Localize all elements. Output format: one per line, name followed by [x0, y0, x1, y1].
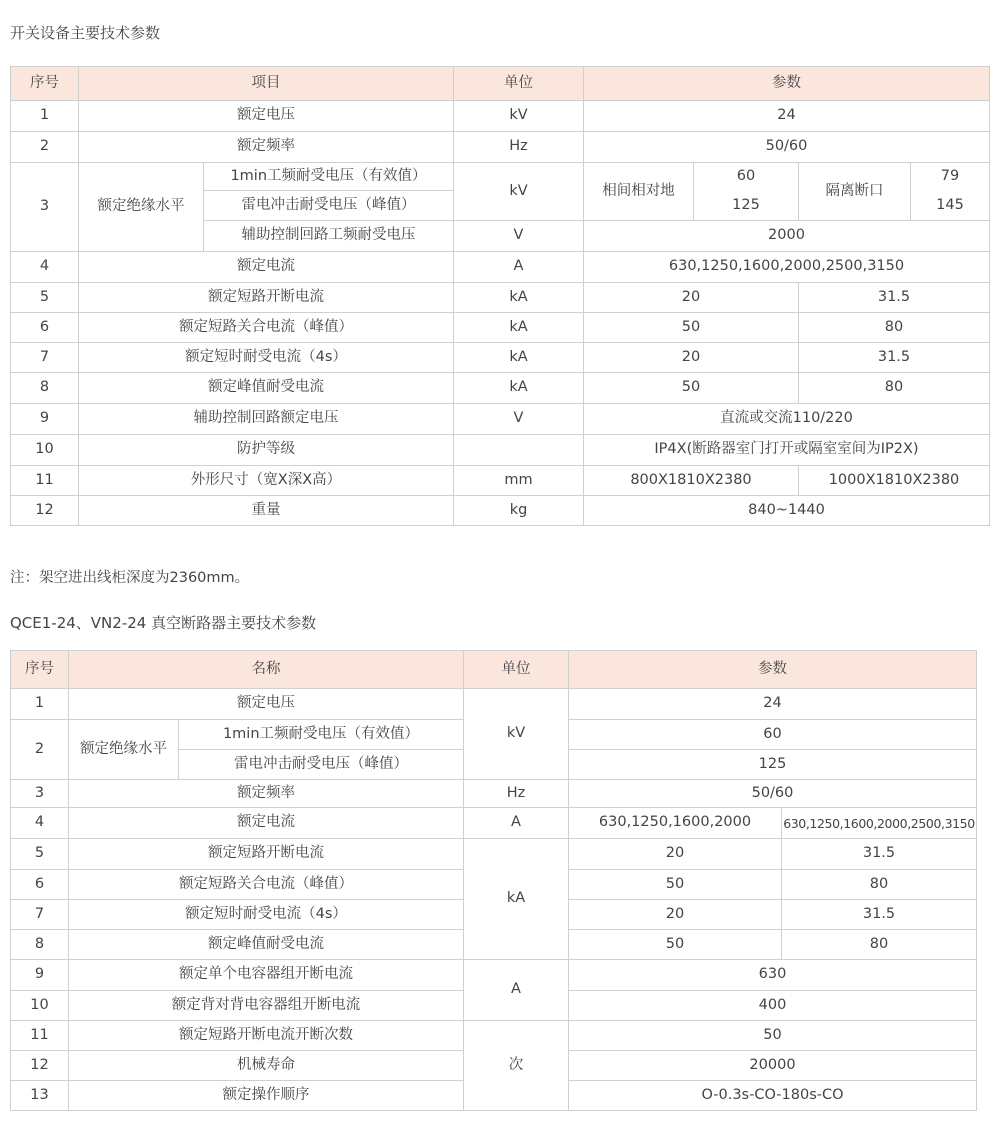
- row-item: 额定短路关合电流（峰值）: [69, 870, 464, 900]
- row-item: 额定电流: [79, 252, 454, 283]
- sub-item: 雷电冲击耐受电压（峰值）: [179, 750, 464, 780]
- sub-item: 辅助控制回路工频耐受电压: [204, 221, 454, 252]
- row-item: 额定峰值耐受电流: [69, 930, 464, 960]
- row-value: 20000: [569, 1051, 977, 1081]
- row-unit: A: [454, 252, 584, 283]
- row-value: 50: [569, 1021, 977, 1051]
- row-unit: V: [454, 221, 584, 252]
- header-unit: 单位: [454, 67, 584, 101]
- row-no: 3: [11, 780, 69, 808]
- table-row: [11, 313, 990, 343]
- row-item: 额定操作顺序: [69, 1081, 464, 1111]
- row-item: 额定电流: [69, 808, 464, 839]
- row-unit: kV: [454, 101, 584, 132]
- sub-item: 1min工频耐受电压（有效值）: [179, 720, 464, 750]
- table-row: [11, 132, 990, 163]
- row-no: 3: [11, 163, 79, 252]
- value-a: 50: [569, 930, 782, 960]
- value-a: 20: [569, 839, 782, 870]
- row-item: 防护等级: [79, 435, 454, 466]
- row-value: IP4X(断路器室门打开或隔室室间为IP2X): [584, 435, 990, 466]
- row-item: 额定电压: [69, 689, 464, 720]
- row-unit: kA: [464, 839, 569, 960]
- phase-to-earth-label: 相间相对地: [584, 163, 694, 221]
- row-value: 50/60: [569, 780, 977, 808]
- table-row: [11, 435, 990, 466]
- row-unit: mm: [454, 466, 584, 496]
- row-no: 8: [11, 373, 79, 404]
- row-value: 400: [569, 991, 977, 1021]
- phase-value-2: 125: [694, 191, 799, 221]
- iso-value-1: 79: [911, 163, 990, 191]
- insulation-group-label: 额定绝缘水平: [69, 720, 179, 780]
- row-item: 额定单个电容器组开断电流: [69, 960, 464, 991]
- row-unit: [454, 435, 584, 466]
- row-item: 额定短路关合电流（峰值）: [79, 313, 454, 343]
- value-a: 50: [569, 870, 782, 900]
- row-no: 11: [11, 466, 79, 496]
- table-row: [11, 163, 990, 191]
- row-item: 额定短路开断电流: [69, 839, 464, 870]
- table-row: [11, 283, 990, 313]
- row-value: 60: [569, 720, 977, 750]
- value-b: 31.5: [799, 283, 990, 313]
- table-row: [11, 466, 990, 496]
- table1-title: 开关设备主要技术参数: [10, 24, 161, 42]
- value-b: 80: [782, 870, 977, 900]
- row-item: 辅助控制回路额定电压: [79, 404, 454, 435]
- row-item: 机械寿命: [69, 1051, 464, 1081]
- table-row: [11, 689, 977, 720]
- table-row: [11, 960, 977, 991]
- header-no: 序号: [11, 651, 69, 689]
- table-row: [11, 343, 990, 373]
- row-item: 重量: [79, 496, 454, 526]
- header-item: 项目: [79, 67, 454, 101]
- row-unit: 次: [464, 1021, 569, 1111]
- value-b: 1000X1810X2380: [799, 466, 990, 496]
- switchgear-params-table: [10, 66, 990, 526]
- row-value: 2000: [584, 221, 990, 252]
- row-item: 额定短路开断电流开断次数: [69, 1021, 464, 1051]
- row-value: 630,1250,1600,2000,2500,3150: [584, 252, 990, 283]
- row-item: 额定短时耐受电流（4s）: [79, 343, 454, 373]
- row-no: 7: [11, 900, 69, 930]
- row-unit: kV: [454, 163, 584, 221]
- row-unit: kg: [454, 496, 584, 526]
- value-b: 80: [782, 930, 977, 960]
- table-row: [11, 839, 977, 870]
- row-unit: A: [464, 960, 569, 1021]
- row-unit: Hz: [464, 780, 569, 808]
- value-a: 20: [569, 900, 782, 930]
- insulation-group-label: 额定绝缘水平: [79, 163, 204, 252]
- row-value: 24: [569, 689, 977, 720]
- row-no: 7: [11, 343, 79, 373]
- value-b: 80: [799, 373, 990, 404]
- row-no: 5: [11, 283, 79, 313]
- row-no: 2: [11, 720, 69, 780]
- row-value: 24: [584, 101, 990, 132]
- row-item: 额定频率: [69, 780, 464, 808]
- row-unit: Hz: [454, 132, 584, 163]
- row-item: 额定峰值耐受电流: [79, 373, 454, 404]
- table-header: [11, 651, 977, 689]
- header-param: 参数: [569, 651, 977, 689]
- header-unit: 单位: [464, 651, 569, 689]
- header-item: 名称: [69, 651, 464, 689]
- table-row: [11, 780, 977, 808]
- row-value: O-0.3s-CO-180s-CO: [569, 1081, 977, 1111]
- row-unit: kA: [454, 343, 584, 373]
- row-no: 6: [11, 313, 79, 343]
- row-no: 9: [11, 404, 79, 435]
- table-header: [11, 67, 990, 101]
- value-a: 50: [584, 313, 799, 343]
- sub-item: 雷电冲击耐受电压（峰值）: [204, 191, 454, 221]
- row-no: 12: [11, 496, 79, 526]
- sub-item: 1min工频耐受电压（有效值）: [204, 163, 454, 191]
- header-param: 参数: [584, 67, 990, 101]
- value-b: 630,1250,1600,2000,2500,3150: [782, 808, 977, 839]
- table-row: [11, 373, 990, 404]
- table-row: [11, 496, 990, 526]
- value-a: 20: [584, 283, 799, 313]
- value-a: 800X1810X2380: [584, 466, 799, 496]
- row-value: 125: [569, 750, 977, 780]
- row-unit: kA: [454, 313, 584, 343]
- row-no: 4: [11, 252, 79, 283]
- row-no: 5: [11, 839, 69, 870]
- row-no: 13: [11, 1081, 69, 1111]
- table2-title: QCE1-24、VN2-24 真空断路器主要技术参数: [10, 614, 317, 632]
- row-no: 9: [11, 960, 69, 991]
- row-no: 10: [11, 435, 79, 466]
- table-row: [11, 252, 990, 283]
- row-no: 12: [11, 1051, 69, 1081]
- row-item: 额定背对背电容器组开断电流: [69, 991, 464, 1021]
- row-item: 额定短路开断电流: [79, 283, 454, 313]
- row-no: 1: [11, 101, 79, 132]
- row-value: 840~1440: [584, 496, 990, 526]
- row-no: 10: [11, 991, 69, 1021]
- row-value: 630: [569, 960, 977, 991]
- value-a: 20: [584, 343, 799, 373]
- row-unit: A: [464, 808, 569, 839]
- row-item: 额定电压: [79, 101, 454, 132]
- value-b: 31.5: [799, 343, 990, 373]
- row-value: 50/60: [584, 132, 990, 163]
- phase-value-1: 60: [694, 163, 799, 191]
- row-unit: kV: [464, 689, 569, 780]
- row-no: 1: [11, 689, 69, 720]
- row-value: 直流或交流110/220: [584, 404, 990, 435]
- table-row: [11, 404, 990, 435]
- row-item: 额定短时耐受电流（4s）: [69, 900, 464, 930]
- table-row: [11, 808, 977, 839]
- row-no: 8: [11, 930, 69, 960]
- row-item: 外形尺寸（宽X深X高）: [79, 466, 454, 496]
- row-unit: V: [454, 404, 584, 435]
- breaker-params-table: [10, 650, 977, 1111]
- value-a: 50: [584, 373, 799, 404]
- row-no: 6: [11, 870, 69, 900]
- row-no: 11: [11, 1021, 69, 1051]
- row-no: 2: [11, 132, 79, 163]
- table-row: [11, 1021, 977, 1051]
- value-b: 80: [799, 313, 990, 343]
- table-row: [11, 101, 990, 132]
- depth-note: 注：架空进出线柜深度为2360mm。: [10, 570, 250, 586]
- iso-value-2: 145: [911, 191, 990, 221]
- row-item: 额定频率: [79, 132, 454, 163]
- isolating-gap-label: 隔离断口: [799, 163, 911, 221]
- value-b: 31.5: [782, 900, 977, 930]
- value-b: 31.5: [782, 839, 977, 870]
- value-a: 630,1250,1600,2000: [569, 808, 782, 839]
- row-unit: kA: [454, 373, 584, 404]
- header-no: 序号: [11, 67, 79, 101]
- row-unit: kA: [454, 283, 584, 313]
- row-no: 4: [11, 808, 69, 839]
